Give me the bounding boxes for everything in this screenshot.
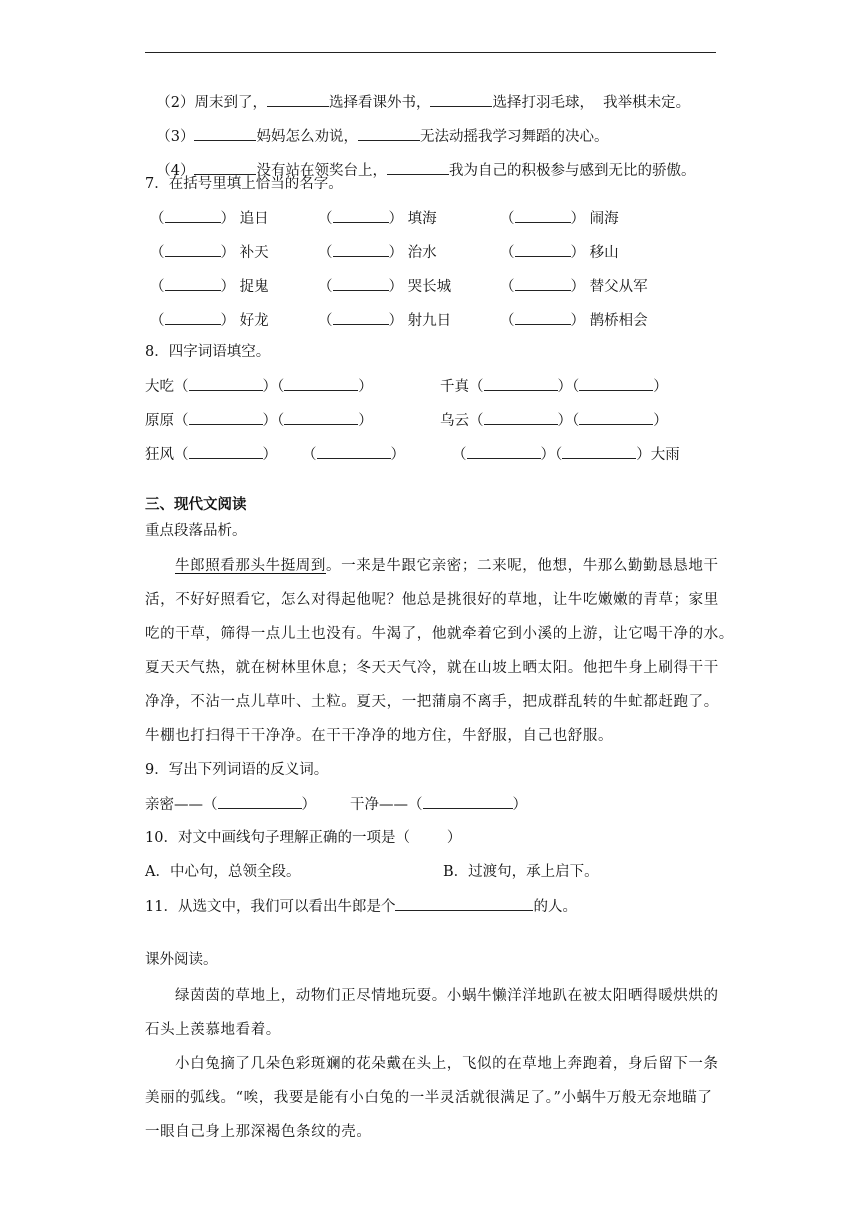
idiom-start: 大吃 <box>145 379 174 395</box>
extra-p2-line-2: 美丽的弧线。“唉，我要是能有小白兔的一半灵活就很满足了。”小蜗牛万般无奈地瞄了 <box>145 1090 713 1106</box>
answer-blank[interactable] <box>194 160 256 175</box>
q7-word: 填海 <box>407 211 437 227</box>
q8-row3-left: 狂风（ ） <box>145 444 277 465</box>
q7-word: 追日 <box>239 211 269 227</box>
answer-blank[interactable] <box>165 310 221 325</box>
q7-item: （ ） 捉鬼 <box>150 276 269 297</box>
passage-line-5: 净净，不沾一点儿草叶、土粒。夏天，一把蒲扇不离手，把成群乱转的牛虻都赶跑了。 <box>145 694 719 710</box>
answer-blank[interactable] <box>333 310 389 325</box>
q8-row2-left: 原原（ ）（ ） <box>145 410 373 431</box>
answer-blank[interactable] <box>562 444 636 459</box>
q9-title: 9．写出下列词语的反义词。 <box>145 762 329 778</box>
item-text: 妈妈怎么劝说， <box>256 129 358 145</box>
q7-word: 移山 <box>589 245 619 261</box>
answer-blank[interactable] <box>515 208 571 223</box>
answer-blank[interactable] <box>423 794 513 809</box>
q7-word: 好龙 <box>239 313 269 329</box>
answer-blank[interactable] <box>515 310 571 325</box>
item-text: 无法动摇我学习舞蹈的决心。 <box>419 129 609 145</box>
passage-line-2: 活，不好好照看它，怎么对得起他呢？他总是挑很好的草地，让牛吃嫩嫩的青草；家里 <box>145 592 719 608</box>
answer-blank[interactable] <box>387 160 449 175</box>
extra-p2-line-1: 小白兔摘了几朵色彩斑斓的花朵戴在头上，飞似的在草地上奔跑着，身后留下一条 <box>175 1056 719 1072</box>
q7-title: 7．在括号里填上恰当的名字。 <box>145 176 343 192</box>
answer-blank[interactable] <box>358 126 420 141</box>
section-heading: 三、现代文阅读 <box>145 497 247 513</box>
q7-word: 捉鬼 <box>239 279 269 295</box>
answer-blank[interactable] <box>267 92 329 107</box>
q7-word: 治水 <box>407 245 437 261</box>
q7-item: （ ） 哭长城 <box>318 276 451 297</box>
answer-blank[interactable] <box>165 242 221 257</box>
q7-item: （ ） 鹊桥相会 <box>500 310 648 331</box>
passage-line-3: 吃的干草，筛得一点儿土也没有。牛渴了，他就牵着它到小溪的上游，让它喝干净的水。 <box>145 626 734 642</box>
answer-blank[interactable] <box>333 276 389 291</box>
answer-blank[interactable] <box>194 126 256 141</box>
q7-item: （ ） 移山 <box>500 242 619 263</box>
answer-blank[interactable] <box>467 444 541 459</box>
extra-p2-line-3: 一眼自己身上那深褐色条纹的壳。 <box>145 1124 372 1140</box>
underlined-sentence: 牛郎照看那头牛挺周到 <box>175 558 326 574</box>
answer-blank[interactable] <box>430 92 492 107</box>
extra-p1-line-1: 绿茵茵的草地上，动物们正尽情地玩耍。小蜗牛懒洋洋地趴在被太阳晒得暖烘烘的 <box>175 988 719 1004</box>
passage-line-4: 夏天天气热，就在树林里休息；冬天天气冷，就在山坡上晒太阳。他把牛身上刷得干干 <box>145 660 719 676</box>
q7-word: 鹊桥相会 <box>589 313 648 329</box>
answer-blank[interactable] <box>189 444 263 459</box>
answer-blank[interactable] <box>284 376 358 391</box>
answer-blank[interactable] <box>515 276 571 291</box>
answer-blank[interactable] <box>484 376 558 391</box>
q8-row1-right: 千真（ ）（ ） <box>440 376 668 397</box>
q7-item: （ ） 治水 <box>318 242 437 263</box>
answer-blank[interactable] <box>189 410 263 425</box>
q8-row2-right: 乌云（ ）（ ） <box>440 410 668 431</box>
answer-blank[interactable] <box>165 276 221 291</box>
answer-blank[interactable] <box>515 242 571 257</box>
q7-word: 补天 <box>239 245 269 261</box>
answer-blank[interactable] <box>218 794 302 809</box>
answer-blank[interactable] <box>333 208 389 223</box>
q7-word: 闹海 <box>589 211 619 227</box>
answer-blank[interactable] <box>579 376 653 391</box>
q7-item: （ ） 闹海 <box>500 208 619 229</box>
item-text: 周末到了， <box>194 95 267 111</box>
q9-item-2: 干净——（ ） <box>350 794 527 815</box>
item-text: 没有站在领奖台上， <box>256 163 387 179</box>
section-subheading: 重点段落品析。 <box>145 523 247 539</box>
q7-word: 替父从军 <box>589 279 648 295</box>
q7-item: （ ） 好龙 <box>150 310 269 331</box>
idiom-end: 大雨 <box>650 447 680 463</box>
q11: 11．从选文中，我们可以看出牛郎是个 的人。 <box>145 896 577 917</box>
extra-p1-line-2: 石头上羡慕地看着。 <box>145 1022 281 1038</box>
q7-word: 哭长城 <box>407 279 452 295</box>
passage-line-6: 牛棚也打扫得干干净净。在干干净净的地方住，牛舒服，自己也舒服。 <box>145 728 614 744</box>
answer-blank[interactable] <box>317 444 391 459</box>
item-text: 选择看课外书， <box>328 95 431 111</box>
answer-blank[interactable] <box>165 208 221 223</box>
idiom-start: 乌云 <box>440 413 469 429</box>
item-number: （3） <box>156 129 195 145</box>
q8-row3-right: （ ）（ ）大雨 <box>452 444 680 465</box>
answer-blank[interactable] <box>579 410 653 425</box>
q7-word: 射九日 <box>407 313 452 329</box>
q8-row1-left: 大吃（ ）（ ） <box>145 376 373 397</box>
q8-row3-mid: （ ） <box>302 444 405 465</box>
q10-option-a[interactable]: A．中心句，总领全段。 <box>145 864 301 880</box>
q8-title: 8．四字词语填空。 <box>145 344 271 360</box>
q9-item-1: 亲密——（ ） <box>145 794 316 815</box>
item-text: 我为自己的积极参与感到无比的骄傲。 <box>448 163 696 179</box>
q7-item: （ ） 补天 <box>150 242 269 263</box>
answer-blank[interactable] <box>395 896 533 911</box>
answer-blank[interactable] <box>284 410 358 425</box>
item-number: （2） <box>156 95 195 111</box>
q10-option-b[interactable]: B．过渡句，承上启下。 <box>443 864 599 880</box>
item-number: （4） <box>156 163 195 179</box>
q10-title: 10．对文中画线句子理解正确的一项是（ ） <box>145 830 462 846</box>
q7-item: （ ） 追日 <box>150 208 269 229</box>
answer-blank[interactable] <box>484 410 558 425</box>
top-rule <box>145 52 716 53</box>
q7-item: （ ） 填海 <box>318 208 437 229</box>
answer-blank[interactable] <box>189 376 263 391</box>
passage-line-1: 牛郎照看那头牛挺周到。一来是牛跟它亲密；二来呢，他想，牛那么勤勤恳恳地干 <box>175 558 719 574</box>
idiom-start: 原原 <box>145 413 174 429</box>
answer-blank[interactable] <box>333 242 389 257</box>
extra-heading: 课外阅读。 <box>145 952 218 968</box>
idiom-start: 狂风 <box>145 447 174 463</box>
q7-item: （ ） 替父从军 <box>500 276 648 297</box>
idiom-start: 千真 <box>440 379 469 395</box>
item-text: 选择打羽毛球， 我举棋未定。 <box>492 95 691 111</box>
q7-item: （ ） 射九日 <box>318 310 451 331</box>
